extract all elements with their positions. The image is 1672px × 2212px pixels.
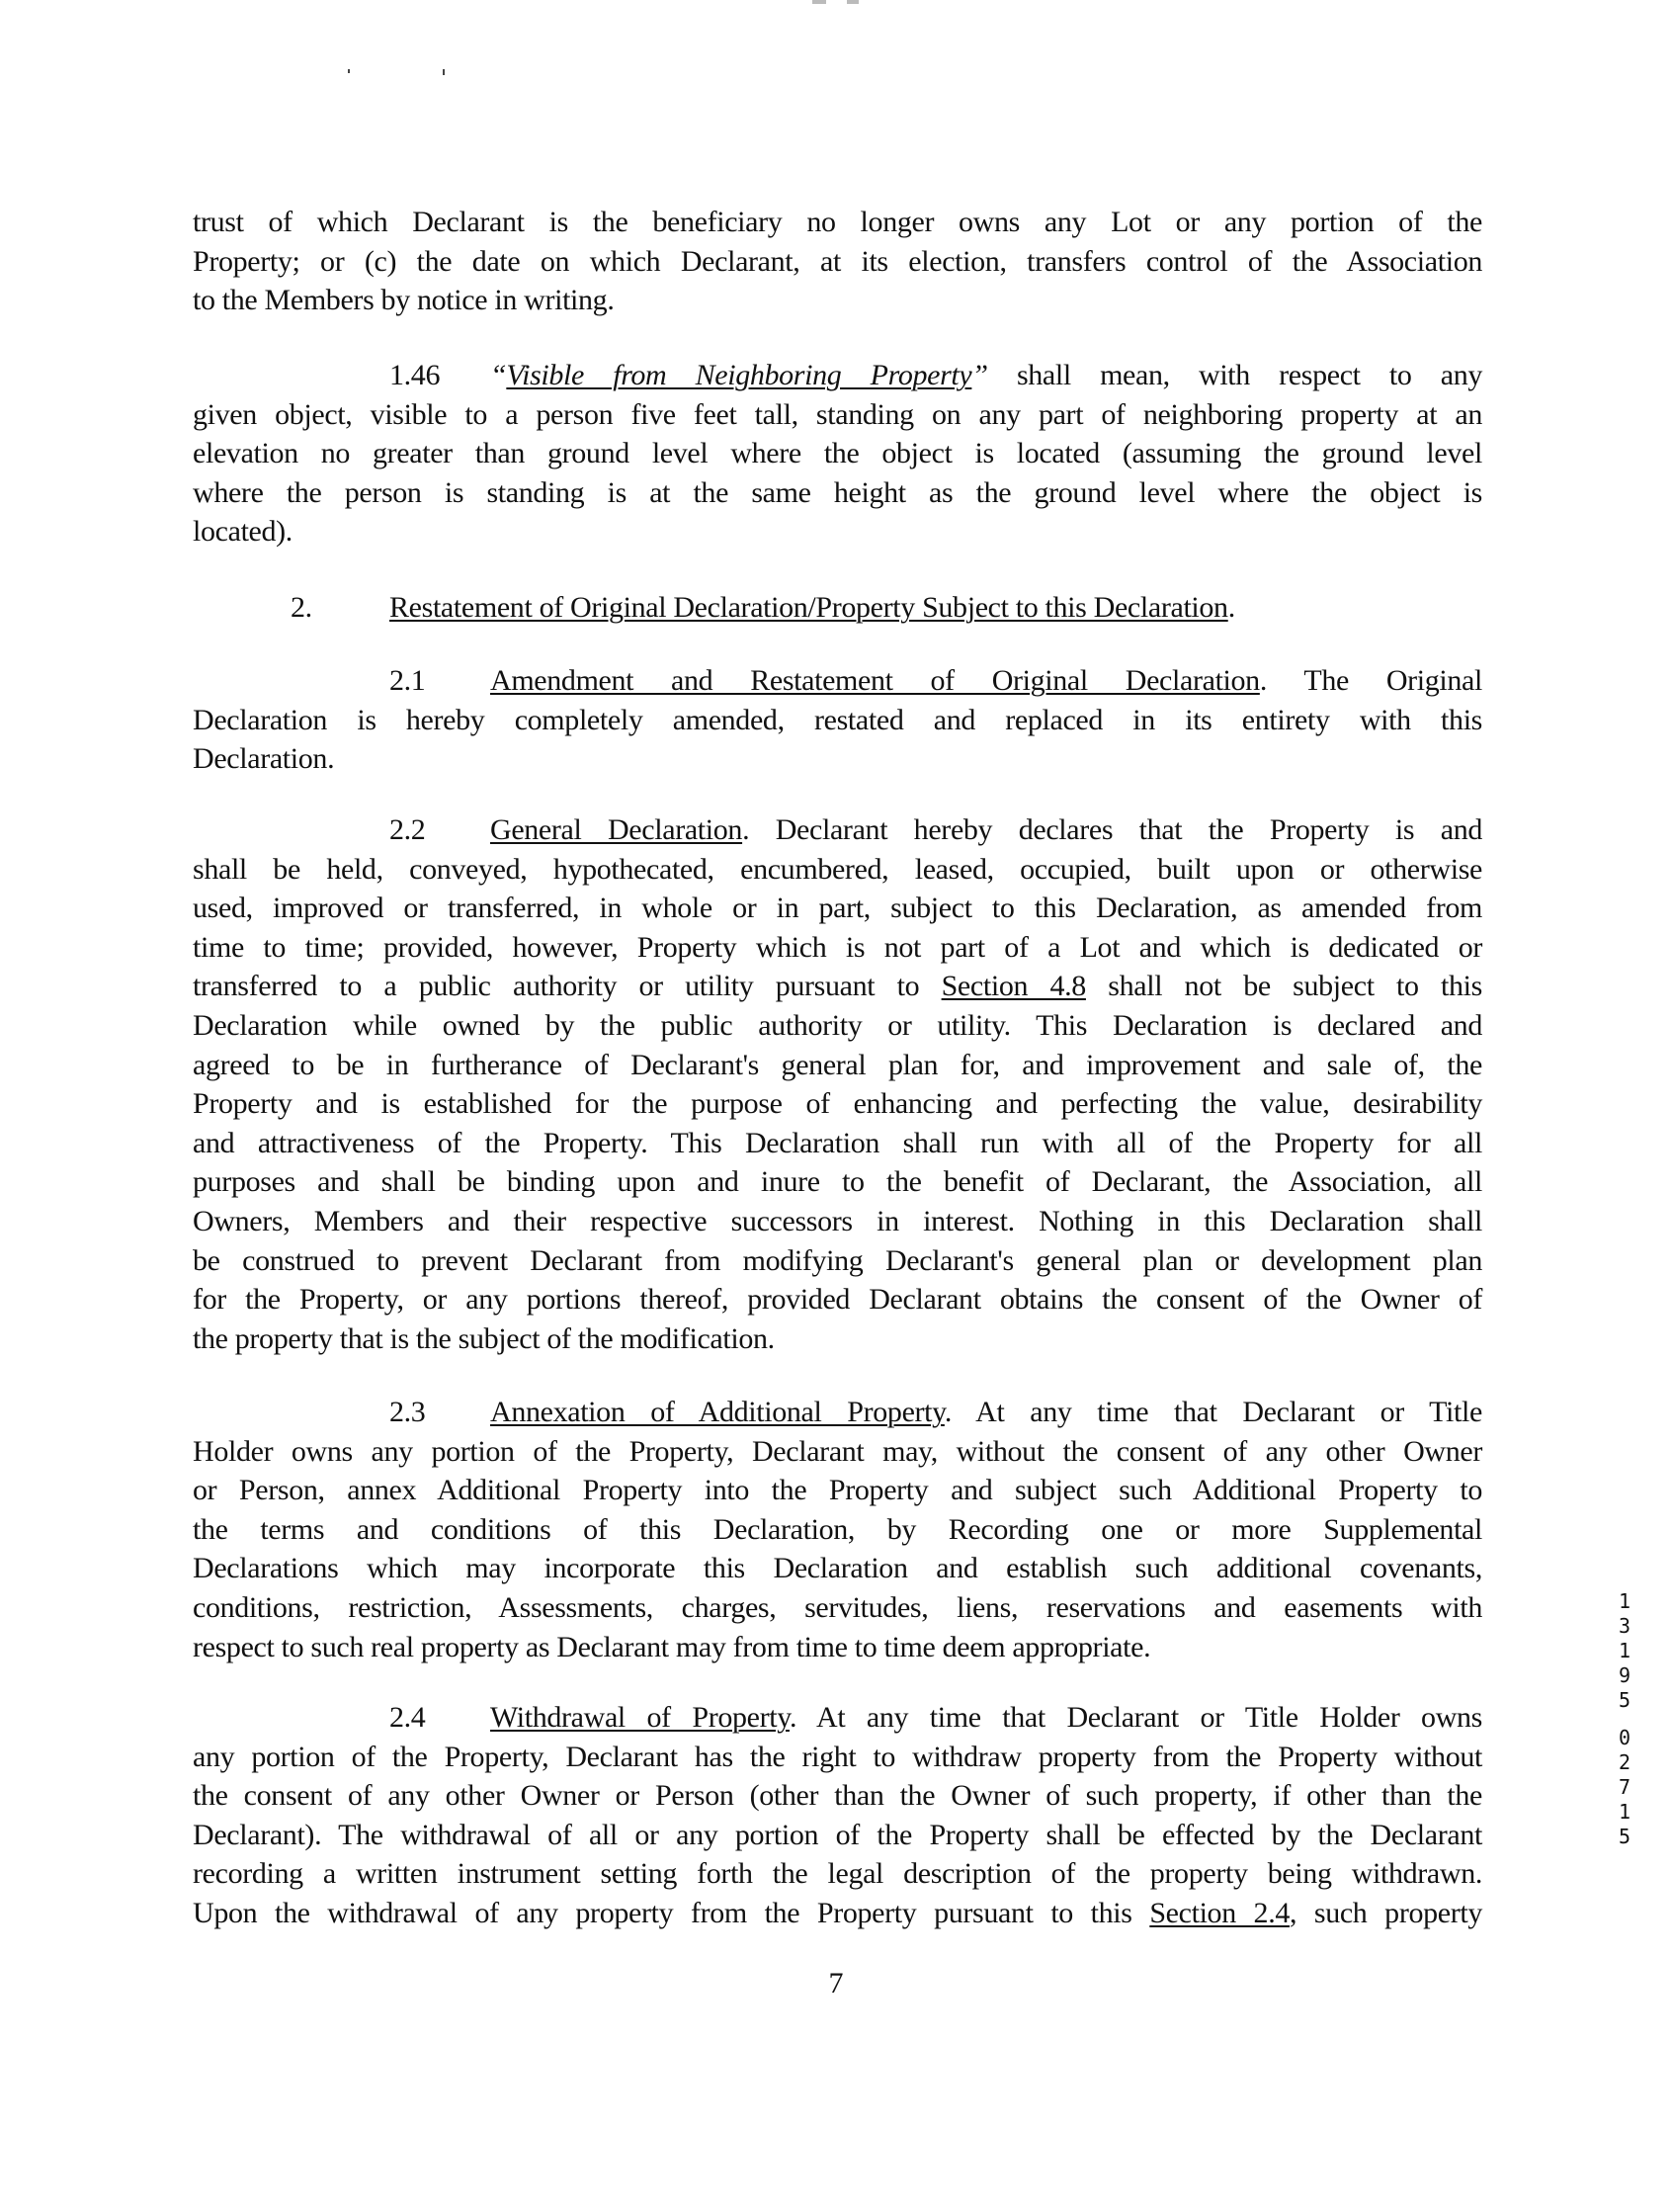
scan-artifact [847,0,859,4]
text-run: for the Property, or any portions thereof, provided Declarant obtains the consent of the Owner of [193,1283,1482,1317]
text-run: shall mean, with respect to any [987,359,1483,391]
text-run: , such property [1290,1896,1482,1929]
text-run: given object, visible to a person five feet tall, standing on any part of neighboring property at an [193,397,1482,431]
text-run: Owners, Members and their respective successors in interest. Nothing in this Declaration shall [193,1204,1482,1237]
text-run: conditions, restriction, Assessments, charges, servitudes, liens, reservations and easements with [193,1590,1482,1624]
scan-artifact [443,69,445,75]
text-line [193,473,1482,513]
underlined-term: Section 4.8 [941,970,1086,1003]
text-run: the consent of any other Owner or Person (other than the Owner of such property, if other than the [193,1779,1482,1813]
stamp-digit: 1 [1618,1639,1631,1662]
text-run: shall not be subject to this [1085,970,1482,1003]
text-line [193,1046,1482,1085]
text-run: be construed to prevent Declarant from modifying Declarant's general plan or development plan [193,1243,1482,1277]
text-line [193,889,1482,928]
recording-stamp-page [1614,1726,1635,1849]
text-run: Declaration is hereby completely amended, restated and replaced in its entirety with this [193,703,1482,736]
stamp-digit: 1 [1618,1800,1631,1824]
paragraph-23 [193,1393,1482,1666]
text-run: Upon the withdrawal of any property from the Property pursuant to this [193,1896,1150,1929]
text-run: Declarant). The withdrawal of all or any portion of the Property shall be effected by the Declarant [193,1818,1482,1851]
stamp-digit: 7 [1618,1775,1631,1799]
text-line [193,1006,1482,1046]
text-line [193,1471,1482,1510]
text-run: Holder owns any portion of the Property, Declarant may, without the consent of any other Owner [193,1434,1482,1468]
stamp-digit: 2 [1618,1750,1631,1774]
text-run: . At any time that Declarant or Title [944,1396,1482,1428]
text-run: any portion of the Property, Declarant has the right to withdraw property from the Property without [193,1740,1482,1773]
text-line [193,1241,1482,1281]
text-run: purposes and shall be binding upon and inure to the benefit of Declarant, the Association, all [193,1165,1482,1199]
underlined-term: Annexation of Additional Property [490,1396,945,1428]
recording-stamp-book [1614,1589,1635,1713]
underlined-term: Section 2.4 [1149,1896,1291,1929]
text-run: . At any time that Declarant or Title Holder owns [789,1701,1482,1734]
text-line [193,1510,1482,1550]
text-line [193,512,1482,552]
text-run: elevation no greater than ground level where the object is located (assuming the ground level [193,437,1482,470]
text-line [193,1854,1482,1894]
text-run: agreed to be in furtherance of Declarant's general plan for, and improvement and sale of, the [193,1048,1482,1081]
text-line [193,1698,1482,1738]
stamp-digit: 0 [1618,1726,1631,1749]
text-line [193,242,1482,282]
text-line [193,1393,1482,1432]
underlined-term: Restatement of Original Declaration/Property Subject to this Declaration [389,591,1228,624]
text-line [193,701,1482,740]
section-number: 2.1 [389,664,426,697]
section-number: 2. [291,591,312,624]
text-run: where the person is standing is at the same height as the ground level where the object is [193,475,1482,509]
text-line [193,1202,1482,1241]
text-line [193,1432,1482,1472]
text-run: to the Members by notice in writing. [193,284,615,317]
paragraph-24 [193,1698,1482,1933]
text-line [193,434,1482,473]
text-line [193,395,1482,435]
text-run: used, improved or transferred, in whole or in part, subject to this Declaration, as amended from [193,892,1482,925]
text-line [193,1319,1482,1359]
text-line [193,356,1482,395]
text-line [193,1738,1482,1777]
text-run: Declarations which may incorporate this Declaration and establish such additional covenants, [193,1552,1482,1585]
text-line [193,1776,1482,1816]
text-line [193,1588,1482,1628]
underlined-term: General Declaration [490,813,743,846]
section-number: 1.46 [389,359,441,391]
scan-artifact [348,69,350,73]
section-number: 2.4 [389,1701,426,1734]
paragraph-21 [193,661,1482,779]
underlined-term: Visible from Neighboring Property [506,359,972,391]
text-line [193,1549,1482,1588]
text-line [193,203,1482,242]
text-run: and attractiveness of the Property. This Declaration shall run with all of the Property for all [193,1126,1482,1159]
underlined-term: Amendment and Restatement of Original Declaration [490,664,1260,697]
text-run: . Declarant hereby declares that the Property is and [742,813,1482,846]
text-line [193,967,1482,1006]
text-line [193,1816,1482,1855]
text-line [193,810,1482,850]
scan-artifact [812,0,826,4]
italic-text: “ [490,359,507,391]
section-number: 2.3 [389,1396,426,1428]
text-run: the property that is the subject of the modification. [193,1321,775,1355]
text-line [193,928,1482,968]
text-line [193,739,1482,779]
text-line [193,661,1482,701]
stamp-digit: 5 [1618,1825,1631,1848]
section-number: 2.2 [389,813,426,846]
text-line [193,588,1482,628]
stamp-digit: 3 [1618,1614,1631,1638]
paragraph-146 [193,356,1482,552]
text-run: trust of which Declarant is the beneficiary no longer owns any Lot or any portion of the [193,206,1482,238]
text-line [193,1124,1482,1163]
stamp-digit: 5 [1618,1688,1631,1712]
text-run: the terms and conditions of this Declaration, by Recording one or more Supplemental [193,1512,1482,1546]
text-run: Declaration. [193,742,335,776]
text-run: respect to such real property as Declarant may from time to time deem appropriate. [193,1630,1151,1663]
text-run: . [1227,591,1235,624]
text-run: recording a written instrument setting forth the legal description of the property being withdrawn. [193,1857,1482,1891]
text-run: or Person, annex Additional Property into the Property and subject such Additional Property to [193,1474,1482,1507]
text-line [193,1628,1482,1667]
text-line [193,281,1482,320]
text-line [193,850,1482,890]
text-run: Property and is established for the purpose of enhancing and perfecting the value, desirability [193,1087,1482,1121]
text-run: transferred to a public authority or utility pursuant to [193,970,942,1003]
text-line [193,1084,1482,1124]
stamp-digit: 9 [1618,1663,1631,1687]
text-line [193,1280,1482,1319]
paragraph-22 [193,810,1482,1358]
italic-text: ” [971,359,988,391]
paragraph-p0 [193,203,1482,320]
text-run: Declaration while owned by the public authority or utility. This Declaration is declared and [193,1008,1482,1042]
section-heading [193,588,1482,628]
text-line [193,1894,1482,1933]
text-line [193,1162,1482,1202]
page-number: 7 [828,1967,844,1999]
stamp-digit: 1 [1618,1589,1631,1613]
text-run: shall be held, conveyed, hypothecated, encumbered, leased, occupied, built upon or otherwise [193,852,1482,886]
text-run: . The Original [1259,664,1482,697]
text-run: time to time; provided, however, Property which is not part of a Lot and which is dedicated or [193,930,1482,964]
text-run: located). [193,515,293,549]
text-run: Property; or (c) the date on which Declarant, at its election, transfers control of the Association [193,244,1482,278]
underlined-term: Withdrawal of Property [490,1701,790,1734]
